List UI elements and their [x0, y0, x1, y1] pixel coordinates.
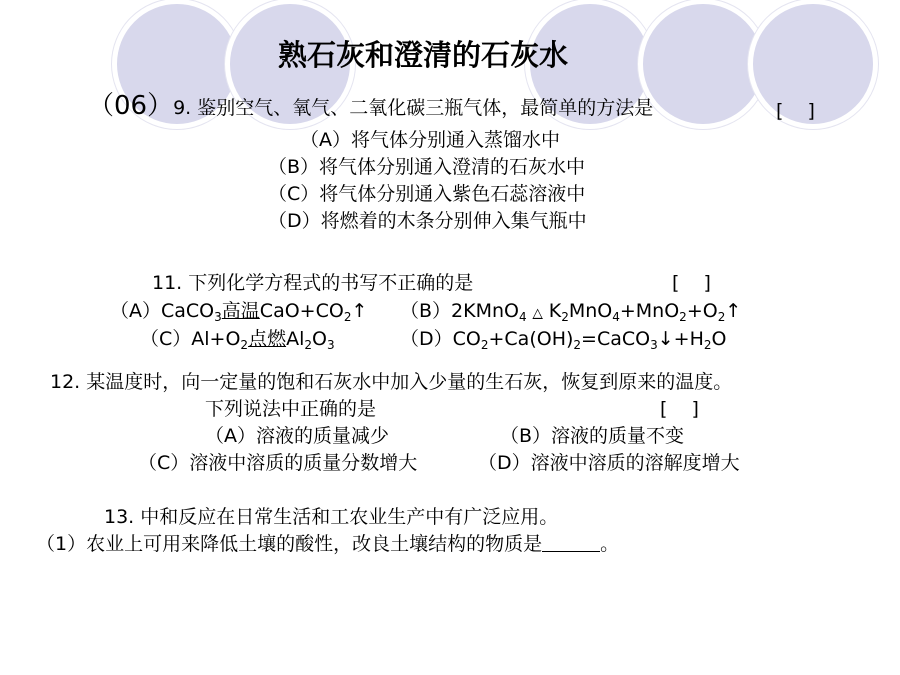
heat-symbol-icon: △ — [532, 306, 543, 321]
option-a: （A）溶液的质量减少 — [205, 425, 389, 447]
question-year: （06） — [88, 91, 174, 121]
subscript: 2 — [679, 310, 687, 324]
question-text: （1）农业上可用来降低土壤的酸性，改良土壤结构的物质是 — [36, 533, 543, 555]
option-a: （A）将气体分别通入蒸馏水中 — [300, 129, 560, 151]
subscript: 2 — [480, 338, 489, 352]
page-title: 熟石灰和澄清的石灰水 — [278, 38, 569, 72]
subscript: 3 — [650, 338, 658, 352]
subscript: 2 — [573, 338, 582, 352]
answer-bracket: [ ] — [776, 100, 815, 122]
formula-text: O — [312, 328, 327, 350]
formula-text: +Ca(OH) — [488, 328, 574, 350]
formula-text: K — [548, 300, 562, 322]
down-arrow-icon: ↓ — [657, 328, 674, 350]
option-c: （C）溶液中溶质的质量分数增大 — [138, 452, 418, 474]
subscript: 2 — [717, 310, 726, 324]
option-b: （B）将气体分别通入澄清的石灰水中 — [268, 156, 586, 178]
formula-text: Al — [286, 328, 305, 350]
subscript: 2 — [343, 310, 352, 324]
answer-blank[interactable] — [542, 533, 600, 552]
option-c-equation — [140, 327, 335, 351]
answer-bracket: [ ] — [660, 398, 699, 420]
question-stem: 9. 鉴别空气、氧气、二氧化碳三瓶气体，最简单的方法是 — [173, 97, 654, 119]
question-13-stem: 13. 中和反应在日常生活和工农业生产中有广泛应用。 — [104, 506, 559, 528]
subscript: 2 — [240, 338, 249, 352]
option-d: （D）溶液中溶质的溶解度增大 — [478, 452, 740, 474]
formula-text: MnO — [568, 300, 613, 322]
formula-text: （A）CaCO — [110, 300, 215, 322]
formula-text: +MnO — [619, 300, 680, 322]
formula-text: O — [711, 328, 727, 350]
subscript: 3 — [326, 338, 335, 352]
question-9 — [88, 91, 654, 121]
formula-text: （C）Al+O — [140, 328, 241, 350]
formula-text: （B）2KMnO — [400, 300, 519, 322]
formula-text: +H — [673, 328, 704, 350]
formula-text: CaO+CO — [259, 300, 344, 322]
subscript: 2 — [561, 310, 569, 324]
answer-bracket: [ ] — [672, 272, 711, 294]
option-b: （B）溶液的质量不变 — [500, 425, 685, 447]
subscript: 4 — [518, 310, 527, 324]
up-arrow-icon: ↑ — [351, 300, 368, 322]
option-d-equation — [400, 327, 727, 351]
subscript: 2 — [703, 338, 712, 352]
reaction-condition: 高温 — [221, 300, 260, 322]
question-text: 。 — [600, 533, 620, 555]
formula-text: +O — [686, 300, 718, 322]
question-12-stem: 12. 某温度时，向一定量的饱和石灰水中加入少量的生石灰，恢复到原来的温度。 — [50, 371, 733, 393]
question-12-stem-line2: 下列说法中正确的是 — [205, 398, 377, 420]
option-a-equation — [110, 299, 367, 323]
option-c: （C）将气体分别通入紫色石蕊溶液中 — [268, 183, 586, 205]
formula-text: =CaCO — [581, 328, 651, 350]
option-b-equation — [400, 299, 741, 326]
formula-text: （D）CO — [400, 328, 481, 350]
reaction-condition: 点燃 — [248, 328, 287, 350]
up-arrow-icon: ↑ — [725, 300, 742, 322]
question-13-part-1 — [36, 532, 619, 556]
subscript: 2 — [304, 338, 312, 352]
option-d: （D）将燃着的木条分别伸入集气瓶中 — [268, 210, 587, 232]
subscript: 3 — [214, 310, 222, 324]
question-11-stem: 11. 下列化学方程式的书写不正确的是 — [152, 272, 474, 294]
subscript: 4 — [612, 310, 620, 324]
